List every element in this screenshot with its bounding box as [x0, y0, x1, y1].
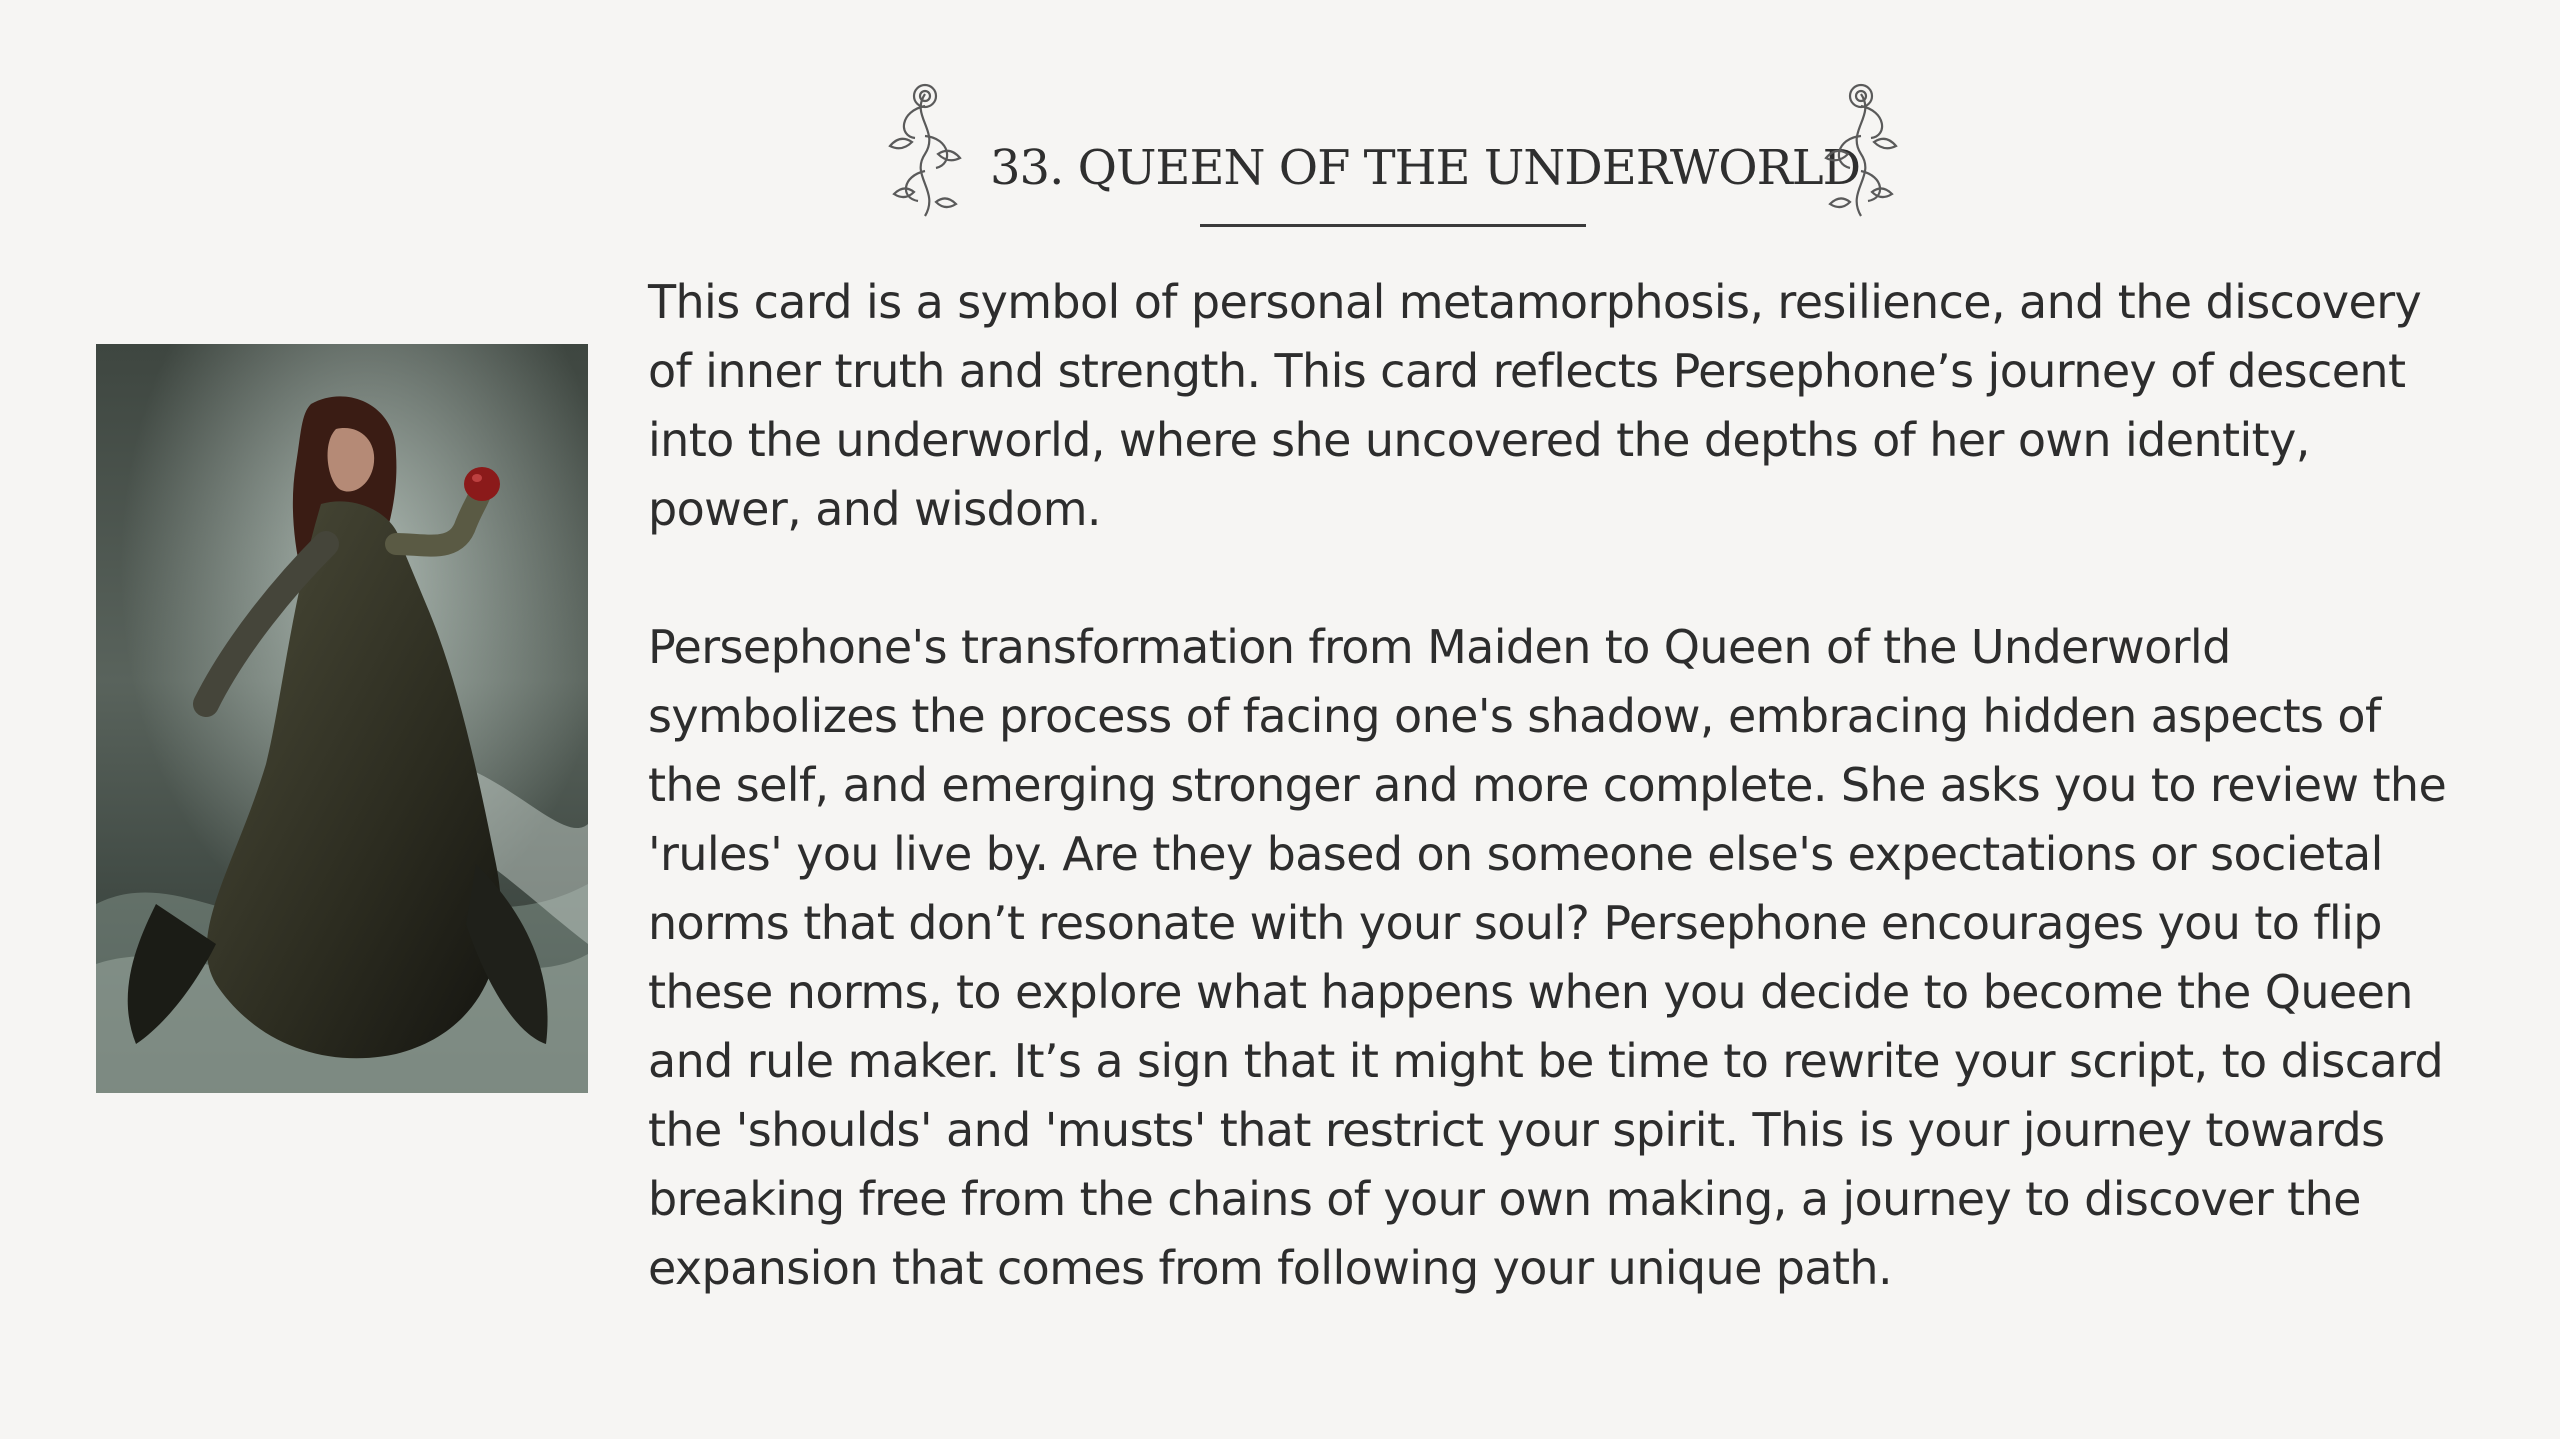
header	[0, 70, 2560, 240]
title-divider	[1200, 224, 1586, 227]
card-illustration	[96, 344, 588, 1093]
card-description	[648, 268, 2458, 1303]
description-paragraph: Persephone's transformation from Maiden to Queen of the Underworld symbolizes the process of facing one's shadow, embracing hidden aspects of the self, and emerging stronger and more complete. She asks you to review the 'rules' you live by. Are they based on someone else's expectations or societal norms that don’t resonate with your soul? Persephone encourages you to flip these norms, to explore what happens when you decide to become the Queen and rule maker. It’s a sign that it might be time to rewrite your script, to discard the 'shoulds' and 'musts' that restrict your spirit. This is your journey towards breaking free from the chains of your own making, a journey to discover the expansion that comes from following your unique path.	[648, 620, 2447, 1295]
page-title: 33. QUEEN OF THE UNDERWORLD	[990, 140, 1861, 196]
rose-vine-ornament-icon	[870, 76, 980, 226]
description-paragraph: This card is a symbol of personal metamorphosis, resilience, and the discovery of inner truth and strength. This card reflects Persephone’s journey of descent into the underworld, where she uncovered the depths of her own identity, power, and wisdom.	[648, 275, 2422, 536]
rose-vine-ornament-icon	[1806, 76, 1916, 226]
